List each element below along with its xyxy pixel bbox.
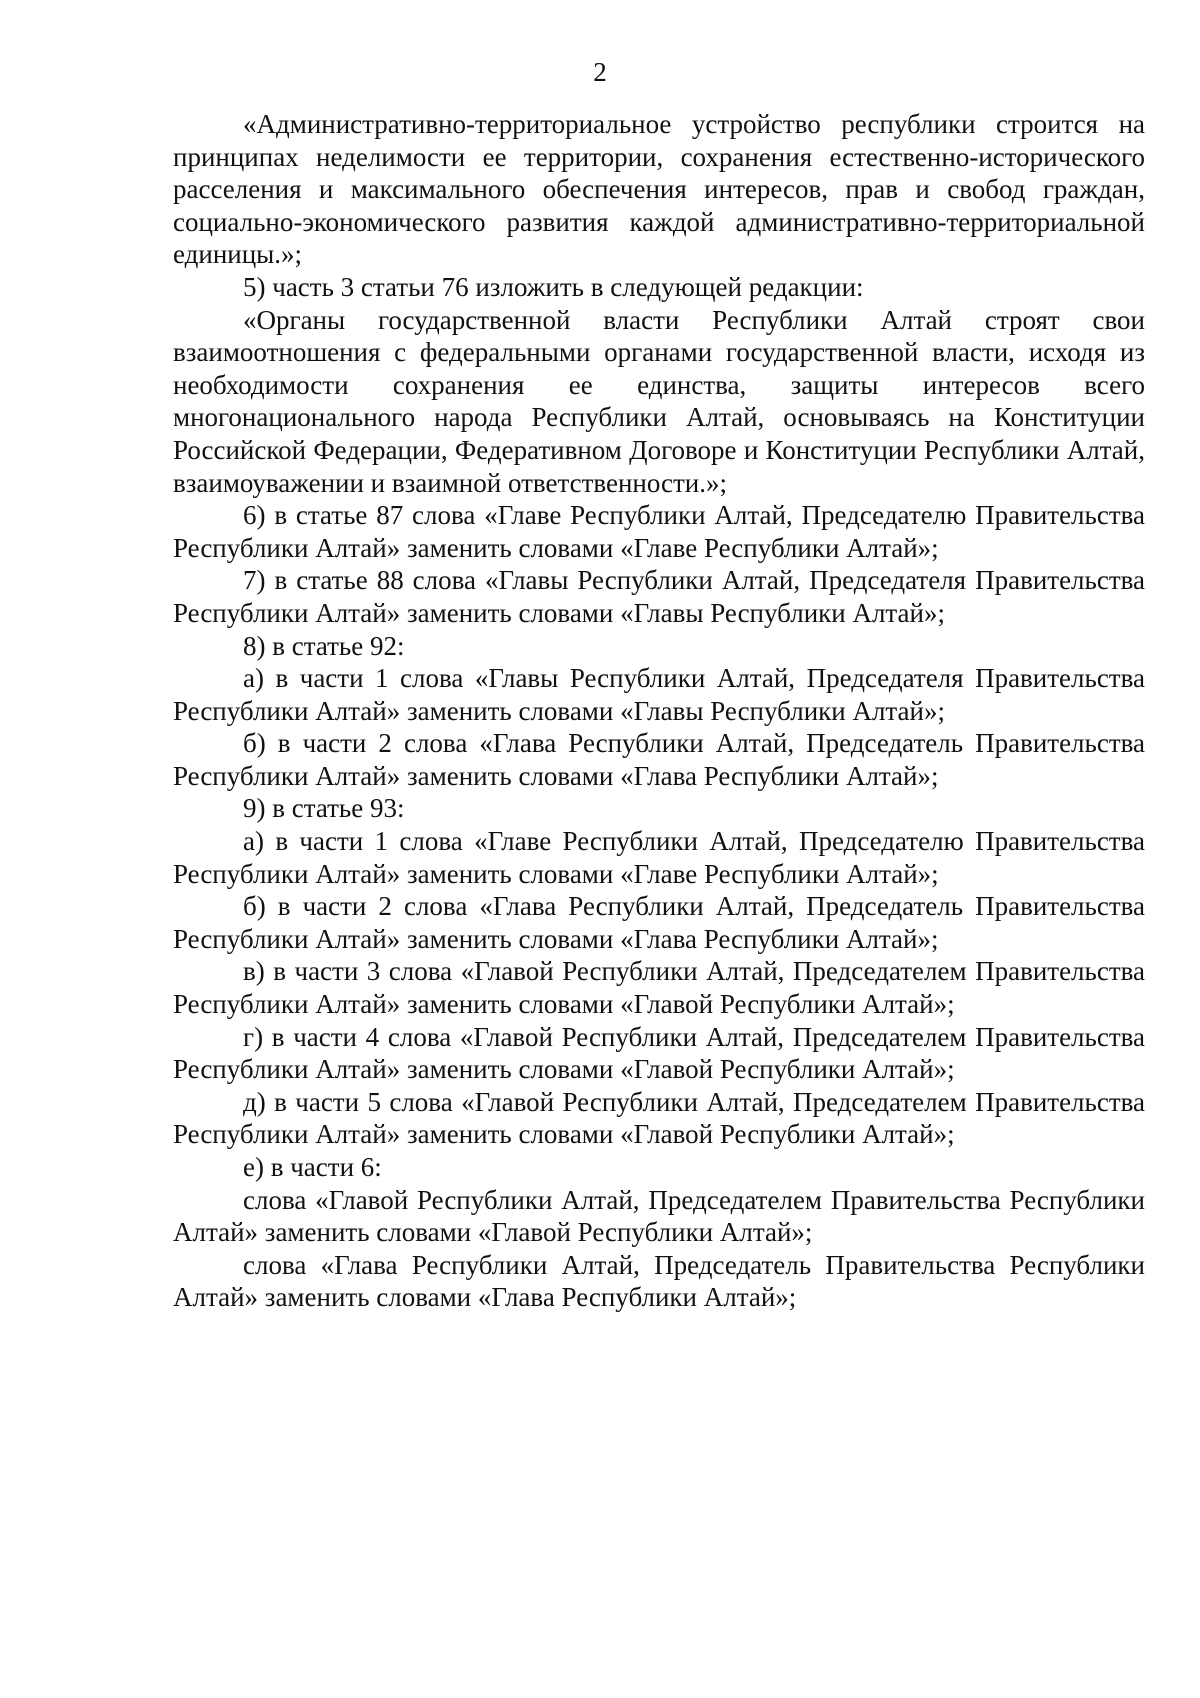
paragraph: «Административно-территориальное устройство республики строится на принципах неделимости ее территории, сохранения естественно-исторического расселения и максимального обеспечения интересов, прав и свобод граждан, социально-экономического развития каждой административно-территориальной единицы.»; xyxy=(173,109,1145,270)
paragraph: б) в части 2 слова «Глава Республики Алтай, Председатель Правительства Республики Алтай» заменить словами «Глава Республики Алтай»; xyxy=(173,891,1145,954)
paragraph: 7) в статье 88 слова «Главы Республики Алтай, Председателя Правительства Республики Алтай» заменить словами «Главы Республики Алтай»; xyxy=(173,565,1145,628)
page-number: 2 xyxy=(593,57,607,87)
paragraph: а) в части 1 слова «Главе Республики Алтай, Председателю Правительства Республики Алтай» заменить словами «Главе Республики Алтай»; xyxy=(173,826,1145,889)
paragraph: г) в части 4 слова «Главой Республики Алтай, Председателем Правительства Республики Алтай» заменить словами «Главой Республики Алтай»; xyxy=(173,1021,1145,1085)
paragraph: в) в части 3 слова «Главой Республики Алтай, Председателем Правительства Республики Алтай» заменить словами «Главой Республики Алтай»; xyxy=(173,956,1145,1020)
paragraph: д) в части 5 слова «Главой Республики Алтай, Председателем Правительства Республики Алтай» заменить словами «Главой Республики Алтай»; xyxy=(173,1086,1145,1150)
paragraph: 5) часть 3 статьи 76 изложить в следующей редакции: xyxy=(243,271,864,302)
paragraph: 9) в статье 93: xyxy=(243,793,405,824)
paragraph: слова «Глава Республики Алтай, Председатель Правительства Республики Алтай» заменить словами «Глава Республики Алтай»; xyxy=(173,1249,1145,1313)
paragraph: слова «Главой Республики Алтай, Председателем Правительства Республики Алтай» заменить словами «Главой Республики Алтай»; xyxy=(173,1184,1145,1248)
paragraph: а) в части 1 слова «Главы Республики Алтай, Председателя Правительства Республики Алтай» заменить словами «Главы Республики Алтай»; xyxy=(173,663,1145,726)
paragraph: е) в части 6: xyxy=(243,1152,382,1182)
paragraph: 6) в статье 87 слова «Главе Республики Алтай, Председателю Правительства Республики Алтай» заменить словами «Главе Республики Алтай»; xyxy=(173,500,1145,563)
paragraph: 8) в статье 92: xyxy=(243,630,405,661)
paragraph: б) в части 2 слова «Глава Республики Алтай, Председатель Правительства Республики Алтай» заменить словами «Глава Республики Алтай»; xyxy=(173,728,1145,791)
document-body xyxy=(173,108,1145,1314)
paragraph: «Органы государственной власти Республики Алтай строят свои взаимоотношения с федеральными органами государственной власти, исходя из необходимости сохранения ее единства, защиты интересов всего многонационального народа Республики Алтай, основываясь на Конституции Российской Федерации, Федеративном Договоре и Конституции Республики Алтай, взаимоуважении и взаимной ответственности.»; xyxy=(173,304,1145,498)
